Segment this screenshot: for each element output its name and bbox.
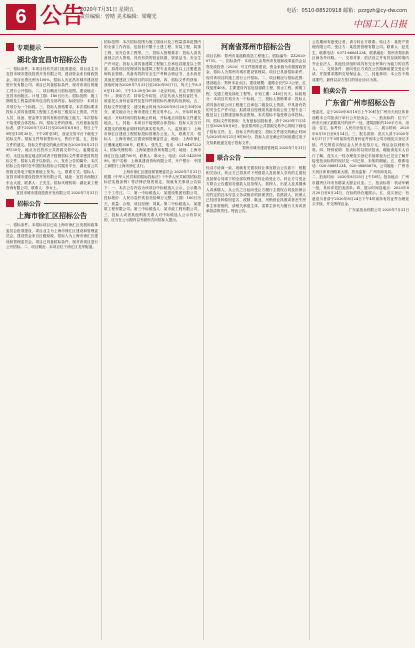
article-body: 二、拍卖时间：2020年8月25日上午10时。拍卖地点：广州市越秀区环市东路某大厦会议室。三、拍卖标的：机动车辆一批，具体详见拍卖清单。四、展示时间及地点：2020年8月20日至8月24日，在标的所在地展示。五、竞买登记：有意竞买者请于2020年8月24日下午4时前持有效证件办理竞买手续，并交纳保证金。 (312, 175, 409, 207)
column-divider (203, 40, 204, 640)
section-rule (44, 203, 98, 204)
section-label: 联合公告 (217, 155, 242, 163)
article-body: 一、招标条件。本招标项目已由上海市徐汇区发展和改革委员会批准建设，项目业主为上海市徐汇区建设和管理委员会，建设资金来自区级财政，招标人为上海市徐汇区建设和管理委员会。项目已具备招标条件，现对该项目进行公开招标。二、项目概况：本项目位于徐汇区龙华街道。 (6, 223, 98, 249)
article-body: 根据《中华人民共和国招标投标法》《中华人民共和国招标投标法实施条例》等法律法规的规定，现就有关事项公告如下：一、本次公告内容为该项目中标候选人公示，公示期为三个工作日。二、第一中标候选人：某建设集团有限公司，投标报价：人民币壹仟贰佰叁拾肆万元整，工期：180日历天，质量：合格，项目经理：刘某。第二中标候选人：某建筑工程有限公司。第三中标候选人：某市政工程有限公司。三、投标人或者其他利害关系人对中标候选人公示有异议的，应当在公示期内以书面形式向招标人提出。 (104, 174, 201, 222)
masthead (0, 0, 415, 35)
section-marker-icon (6, 43, 14, 51)
article-signature: 郑州市城市建设管理局 2020年7月31日 (242, 145, 306, 150)
article-body: 公告期间有意受让者，请与转让方联系。转让方：某资产管理有限公司，受让方：某投资管理有限公司。联系人：赵先生，联系电话：0371-66661234，联系地址：郑州市郑东新区商务外环路。一、交易对象：依法设立并有效存续的境内外企业法人、其他经济组织或具有完全民事行为能力的自然人。二、交易条件：意向受让方须在公告期满前提交受让申请，并按要求缴纳交易保证金。三、其他事项：本公告不构成要约，最终以双方签订的转让协议为准。 (312, 40, 409, 82)
article-signature: 上海市徐汇区建设和管理委员会 2020年7月31日 (122, 169, 201, 174)
page-title: 公告 (40, 4, 85, 29)
section-marker-icon (206, 154, 214, 162)
section-rule (44, 47, 98, 48)
article-body: 招标范围：本次招标范围为施工图设计及工程量清单范围内的全部工作内容，包括但不限于土建工程、安装工程、装饰工程、室外总体工程等。三、投标人资格要求：投标人须具备独立法人资格，具有有效的营业执照、资质证书、安全生产许可证；投标人须具备建筑工程施工总承包贰级及以上资质；拟派项目经理须具备建筑工程专业贰级及以上注册建造师执业资格，具备有效的安全生产考核合格证书，且未担任其他在建建设工程项目的项目经理。四、招标文件的获取：获取时间为2020年7月31日至2020年8月7日，每天上午8:30至11:30，下午13:30至16:30（北京时间，法定节假日除外）。获取方式：持单位介绍信、法定代表人授权委托书、被委托人身份证原件及复印件到招标代理机构处获取。五、投标文件的递交：递交截止时间为2020年8月20日10时00分，递交地点为上海市建设工程交易中心。六、开标时间及地点：开标时间同投标截止时间，开标地点同投标文件递交地点。七、其他：本项目不接受联合体投标；投标人应当对其提交的资格证明材料的真实性负责。八、监督部门：上海市徐汇区建设工程招标投标管理办公室。九、联系方式：招标人：上海市徐汇区建设和管理委员会，地址：上海市徐汇区漕溪北路336号，联系人：张先生，电话：021-64872222。招标代理机构：上海某建设咨询有限公司，地址：上海市徐汇区宜山路700号，联系人：陈女士，电话：021-54259999。账户名称：上海某建设咨询有限公司，开户银行：中国工商银行上海市徐汇支行。 (104, 40, 201, 169)
column-3 (206, 40, 306, 640)
article-headline: 河南省郑州市招标公告 (221, 43, 291, 51)
article-signature: 广东某拍卖有限公司 2020年7月31日 (348, 207, 409, 212)
section-label: 拍卖公告 (323, 87, 348, 95)
section-marker-icon (6, 199, 14, 207)
column-2 (104, 40, 201, 640)
column-4 (312, 40, 409, 640)
column-1 (6, 40, 98, 640)
editor-line: 责任编辑：曾晴 美术编辑：梁曙光 (80, 14, 157, 20)
section-label: 专项提示 (17, 44, 42, 52)
article-body: 经双方协商一致，现就有关债权转让事宜联合公告如下：根据相关协议，转让方已将其对下列借款人及担保人享有的主债权及担保合同项下的全部权利依法转让给受让方。转让方与受让方联合公告通知各借款人及担保人、抵押人、出质人及其继承人或承继人，从公告之日起向受让方履行主债权合同及担保合同约定的还本付息义务或相应的担保责任。若借款人、担保人已经因各种原因更名、改制、歇业、吊销营业执照或者丧失民事主体资格的，请相关承债主体、清算主体代为履行义务或者承担清算责任。特此公告。 (206, 165, 306, 214)
section-header (312, 85, 409, 95)
contact-info: 电话：0510-88520918 邮箱：pzzgzh@cy-dw.com (286, 8, 407, 14)
column-divider (101, 40, 102, 640)
issue-date: 2020年7月31日 星期五 (80, 7, 134, 13)
article-body: 一、招标条件。本项目经有关部门批准建设，项目业主为宜昌市城市建设投资开发有限公司，建设资金来自财政资金，项目出资比例为100%，招标人为宜昌市城市建设投资开发有限公司。项目已具备招标条件，现对该项目的施工进行公开招标。二、项目概况与招标范围。建设地点：宜昌市西陵区。计划工期：180日历天。招标范围：施工图纸及工程量清单所包含的全部内容。标段划分：本项目共划分为一个标段。三、投标人资格要求。本次招标要求投标人须具备建筑工程施工总承包三级及以上资质，并在人员、设备、资金等方面具有相应的施工能力。本次招标不接受联合体投标。四、招标文件的获取。凡有意参加投标者，请于2020年7月31日至2020年8月6日，每日上午9时至11时30分，下午2时至5时，登录交易平台下载电子招标文件。招标文件每套售价0元，售后不退。五、投标文件的递交。投标文件递交的截止时间为2020年8月21日9时30分，地点为宜昌市公共资源交易中心。逾期送达的、未送达指定地点的或者不按照招标文件要求密封的投标文件，招标人将予以拒收。六、发布公告的媒介。本次招标公告同时在中国招标投标公共服务平台、湖北省公共资源交易电子服务系统上发布。七、联系方式。招标人：宜昌市城市建设投资开发有限公司，地址：宜昌市西陵区东山大道，联系人：王先生。招标代理机构：湖北某工程咨询有限公司，联系人：李女士。 (6, 67, 98, 190)
newspaper-brand: 中国工人日报 (352, 20, 407, 30)
article-body: 项目名称：郑州市某道路改造工程施工。招标编号：ZZ2020-0731。一、招标条件：本项目已由郑州市发展和改革委员会以郑发改投资〔2020〕号文件批准建设，资金来源为市级财政资金，招标人为郑州市城市建设管理局。项目已具备招标条件，现对该项目的施工进行公开招标。二、项目概况与招标范围：建设地点：郑州市金水区。建设规模：道路全长约2.3公里，红线宽度40米，主要建设内容包括道路工程、排水工程、照明工程、交通工程及绿化工程等。计划工期：240日历天。标段划分：本项目共划分为一个标段。三、投标人资格要求：投标人须具备市政公用工程施工总承包二级及以上资质，并具备有效的安全生产许可证；拟派项目经理须具备市政公用工程专业二级及以上注册建造师执业资格。本次招标不接受联合体投标。四、招标文件的获取：凡有意参加投标者，请于2020年7月31日至2020年8月6日，登录郑州市公共资源交易中心网站下载电子招标文件。五、投标文件的递交：投标文件递交的截止时间为2020年8月21日9时00分，投标人应在截止时间前通过电子交易系统递交电子投标文件。 (206, 54, 306, 145)
article-headline: 湖北省宜昌市招标公告 (17, 56, 87, 64)
article-signature: 宜昌市城市建设投资开发有限公司 2020年7月31日 (16, 191, 98, 196)
section-marker-icon (312, 86, 320, 94)
section-rule (244, 157, 306, 158)
column-divider (309, 40, 310, 640)
article-headline: 广东省广州市招标公告 (325, 99, 396, 108)
issue-meta (80, 7, 157, 21)
section-rule (350, 90, 409, 91)
article-body: 受委托，定于2020年8月18日上午10时在广州市天河区体育西路本公司拍卖厅举行公开拍卖会。一、拍卖标的：位于广州市天河区某路某号的房产一处，建筑面积约120平方米，用途：住宅，参考价：人民币叁佰万元。二、展示时间：2020年8月10日至8月14日。三、报名须知：竞买人须于2020年8月17日下午5时前持有效身份证件到本公司办理竞买登记手续，并交纳竞买保证金人民币伍拾万元，保证金以到账为准。四、特别说明：拍卖标的以现状拍卖，瑕疵请竞买人自行了解，竞买人一经办理竞买登记手续即视为已完全了解并接受拍卖标的的现状及一切已知、未知的瑕疵。五、联系电话：020-38881234、020-38885678。公司地址：广州市天河区体育西路某大厦。拍卖监督：广州市商务局。 (312, 110, 409, 174)
article-headline: 上海市徐汇区招标公告 (17, 212, 87, 221)
section-label: 招标公告 (17, 200, 42, 208)
section-header (6, 42, 98, 52)
page-number: 6 (6, 4, 36, 30)
section-header (6, 198, 98, 208)
section-header (206, 153, 306, 163)
